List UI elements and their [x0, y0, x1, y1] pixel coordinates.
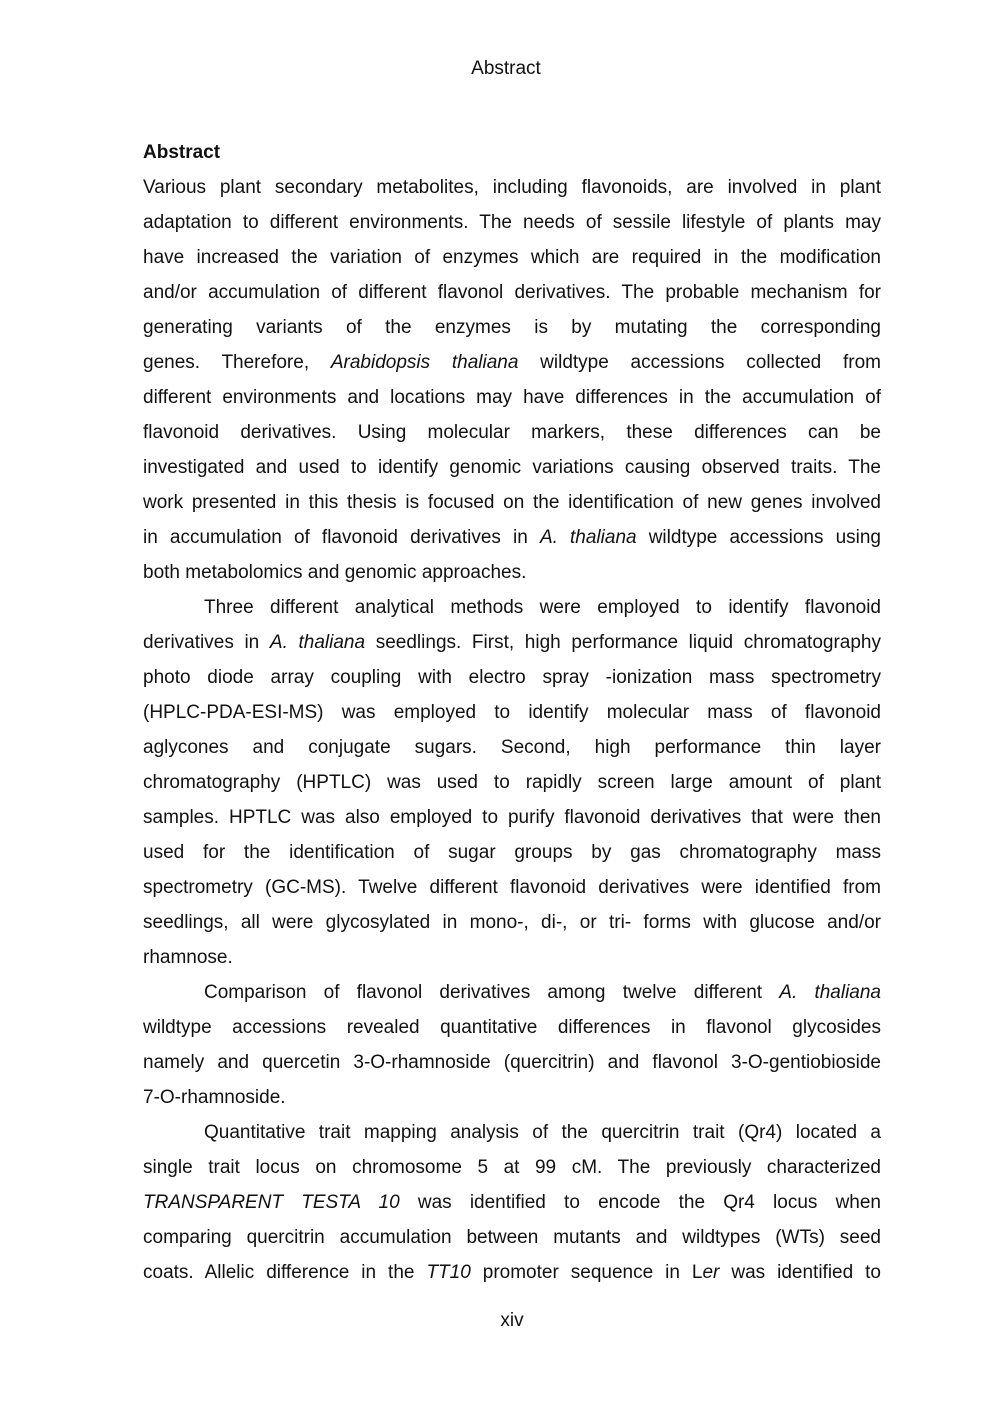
text-line [143, 631, 881, 655]
text-segment: have increased the variation of enzymes which are required in the modification [143, 247, 881, 268]
text-segment: wildtype accessions collected from [518, 352, 881, 373]
text-segment: and/or accumulation of different flavonol derivatives. The probable mechanism for [143, 282, 881, 303]
text-segment: rhamnose. [143, 947, 233, 968]
italic-term: TT10 [426, 1262, 471, 1283]
text-line [143, 1226, 881, 1250]
text-segment: promoter sequence in L [470, 1262, 703, 1283]
text-line [143, 526, 881, 550]
text-segment: different environments and locations may have differences in the accumulation of [143, 387, 881, 408]
text-segment: spectrometry (GC-MS). Twelve different flavonoid derivatives were identified from [143, 877, 881, 898]
text-segment: adaptation to different environments. The needs of sessile lifestyle of plants may [143, 212, 881, 233]
text-segment: single trait locus on chromosome 5 at 99 cM. The previously characterized [143, 1157, 881, 1178]
text-line [143, 876, 881, 900]
text-segment: in accumulation of flavonoid derivatives in [143, 527, 540, 548]
text-segment: (HPLC-PDA-ESI-MS) was employed to identify molecular mass of flavonoid [143, 702, 881, 723]
text-line [143, 246, 881, 270]
page-number: xiv [500, 1310, 524, 1331]
text-segment: was identified to encode the Qr4 locus when [399, 1192, 882, 1213]
text-line [143, 1051, 881, 1075]
text-line [143, 211, 881, 235]
text-line [143, 701, 881, 725]
text-line [143, 1156, 881, 1180]
text-line [143, 456, 881, 480]
text-line [143, 421, 881, 445]
text-segment: comparing quercitrin accumulation between mutants and wildtypes (WTs) seed [143, 1227, 881, 1248]
text-segment: was identified to [719, 1262, 881, 1283]
text-line [204, 981, 881, 1005]
section-heading: Abstract [143, 142, 221, 163]
text-line [143, 666, 881, 690]
text-segment: derivatives in [143, 632, 270, 653]
text-segment: Three different analytical methods were employed to identify flavonoid [204, 597, 881, 618]
text-line [204, 1121, 881, 1145]
text-line [143, 841, 881, 865]
text-line [143, 281, 881, 305]
text-line [143, 176, 881, 200]
text-line [143, 911, 881, 935]
running-head: Abstract [471, 58, 541, 79]
text-segment: 7-O-rhamnoside. [143, 1087, 286, 1108]
italic-term: TRANSPARENT TESTA 10 [143, 1192, 400, 1213]
text-segment: chromatography (HPTLC) was used to rapidly screen large amount of plant [143, 772, 881, 793]
text-segment: wildtype accessions using [636, 527, 882, 548]
text-segment: Quantitative trait mapping analysis of the quercitrin trait (Qr4) located a [204, 1122, 881, 1143]
text-segment: seedlings. First, high performance liquid chromatography [365, 632, 881, 653]
text-line [143, 1261, 881, 1285]
text-line [143, 1016, 881, 1040]
text-segment: investigated and used to identify genomic variations causing observed traits. The [143, 457, 881, 478]
text-segment: generating variants of the enzymes is by mutating the corresponding [143, 317, 881, 338]
text-line [143, 946, 881, 970]
text-line [143, 1191, 881, 1215]
text-segment: both metabolomics and genomic approaches. [143, 562, 527, 583]
text-line [143, 561, 881, 585]
text-segment: aglycones and conjugate sugars. Second, high performance thin layer [143, 737, 881, 758]
text-segment: Comparison of flavonol derivatives among twelve different [204, 982, 780, 1003]
text-line [143, 491, 881, 515]
text-segment: namely and quercetin 3-O-rhamnoside (quercitrin) and flavonol 3-O-gentiobioside [143, 1052, 881, 1073]
text-segment: Various plant secondary metabolites, including flavonoids, are involved in plant [143, 177, 881, 198]
text-line [143, 316, 881, 340]
text-segment: flavonoid derivatives. Using molecular markers, these differences can be [143, 422, 881, 443]
italic-term: er [702, 1262, 720, 1283]
text-line [204, 596, 881, 620]
italic-term: Arabidopsis thaliana [330, 352, 519, 373]
text-line [143, 1086, 881, 1110]
text-line [143, 806, 881, 830]
text-line [143, 386, 881, 410]
text-line [143, 736, 881, 760]
text-segment: samples. HPTLC was also employed to purify flavonoid derivatives that were then [143, 807, 881, 828]
text-line [143, 351, 881, 375]
text-segment: used for the identification of sugar groups by gas chromatography mass [143, 842, 881, 863]
text-line [143, 771, 881, 795]
text-segment: genes. Therefore, [143, 352, 331, 373]
text-segment: photo diode array coupling with electro spray -ionization mass spectrometry [143, 667, 881, 688]
text-segment: wildtype accessions revealed quantitative differences in flavonol glycosides [143, 1017, 881, 1038]
text-segment: coats. Allelic difference in the [143, 1262, 427, 1283]
text-segment: work presented in this thesis is focused on the identification of new genes involved [143, 492, 881, 513]
italic-term: A. thaliana [269, 632, 366, 653]
italic-term: A. thaliana [539, 527, 637, 548]
italic-term: A. thaliana [779, 982, 881, 1003]
text-segment: seedlings, all were glycosylated in mono-, di-, or tri- forms with glucose and/or [143, 912, 881, 933]
